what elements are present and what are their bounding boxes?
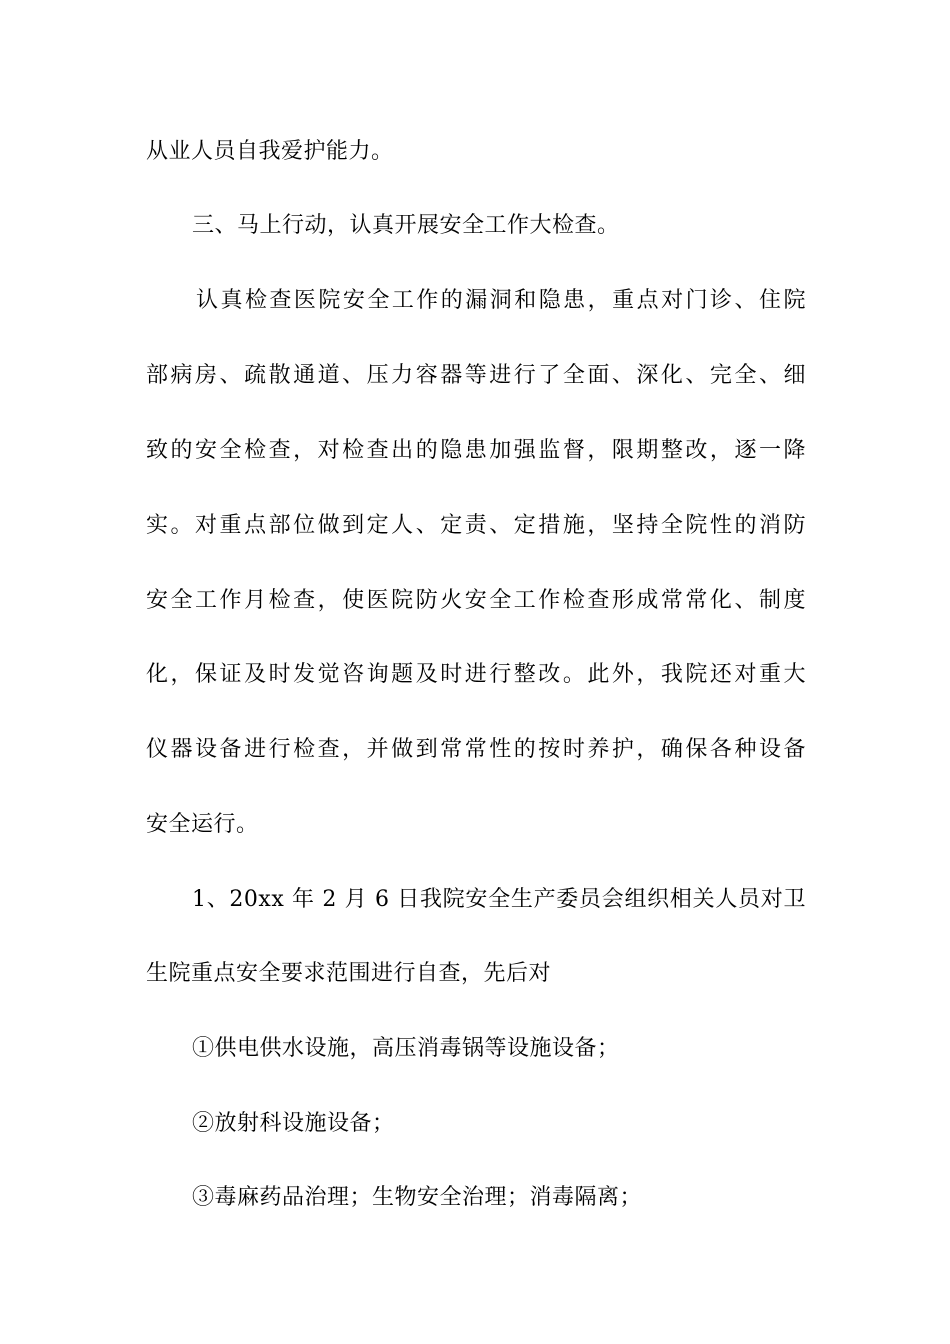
text-line: 1、20xx 年 2 月 6 日我院安全生产委员会组织相关人员对卫 <box>192 887 806 912</box>
list-item: ①供电供水设施，高压消毒锅等设施设备； <box>192 1036 620 1061</box>
text-line: 致的安全检查，对检查出的隐患加强监督，限期整改，逐一降 <box>146 438 806 463</box>
text-line: 认真检查医院安全工作的漏洞和隐患，重点对门诊、住院 <box>196 288 806 313</box>
text-line: 仪器设备进行检查，并做到常常性的按时养护，确保各种设备 <box>146 737 806 762</box>
list-item: ②放射科设施设备； <box>192 1111 395 1136</box>
text-line: 安全运行。 <box>146 812 259 837</box>
text-line: 实。对重点部位做到定人、定责、定措施，坚持全院性的消防 <box>146 513 806 538</box>
text-line: 从业人员自我爱护能力。 <box>146 139 394 164</box>
text-line: 安全工作月检查，使医院防火安全工作检查形成常常化、制度 <box>146 588 806 613</box>
list-item: ③毒麻药品治理；生物安全治理；消毒隔离； <box>192 1185 643 1210</box>
text-line: 生院重点安全要求范围进行自查，先后对 <box>146 961 552 986</box>
text-line: 部病房、疏散通道、压力容器等进行了全面、深化、完全、细 <box>146 363 806 388</box>
section-heading: 三、马上行动，认真开展安全工作大检查。 <box>192 213 620 238</box>
text-line: 化，保证及时发觉咨询题及时进行整改。此外，我院还对重大 <box>146 662 806 687</box>
